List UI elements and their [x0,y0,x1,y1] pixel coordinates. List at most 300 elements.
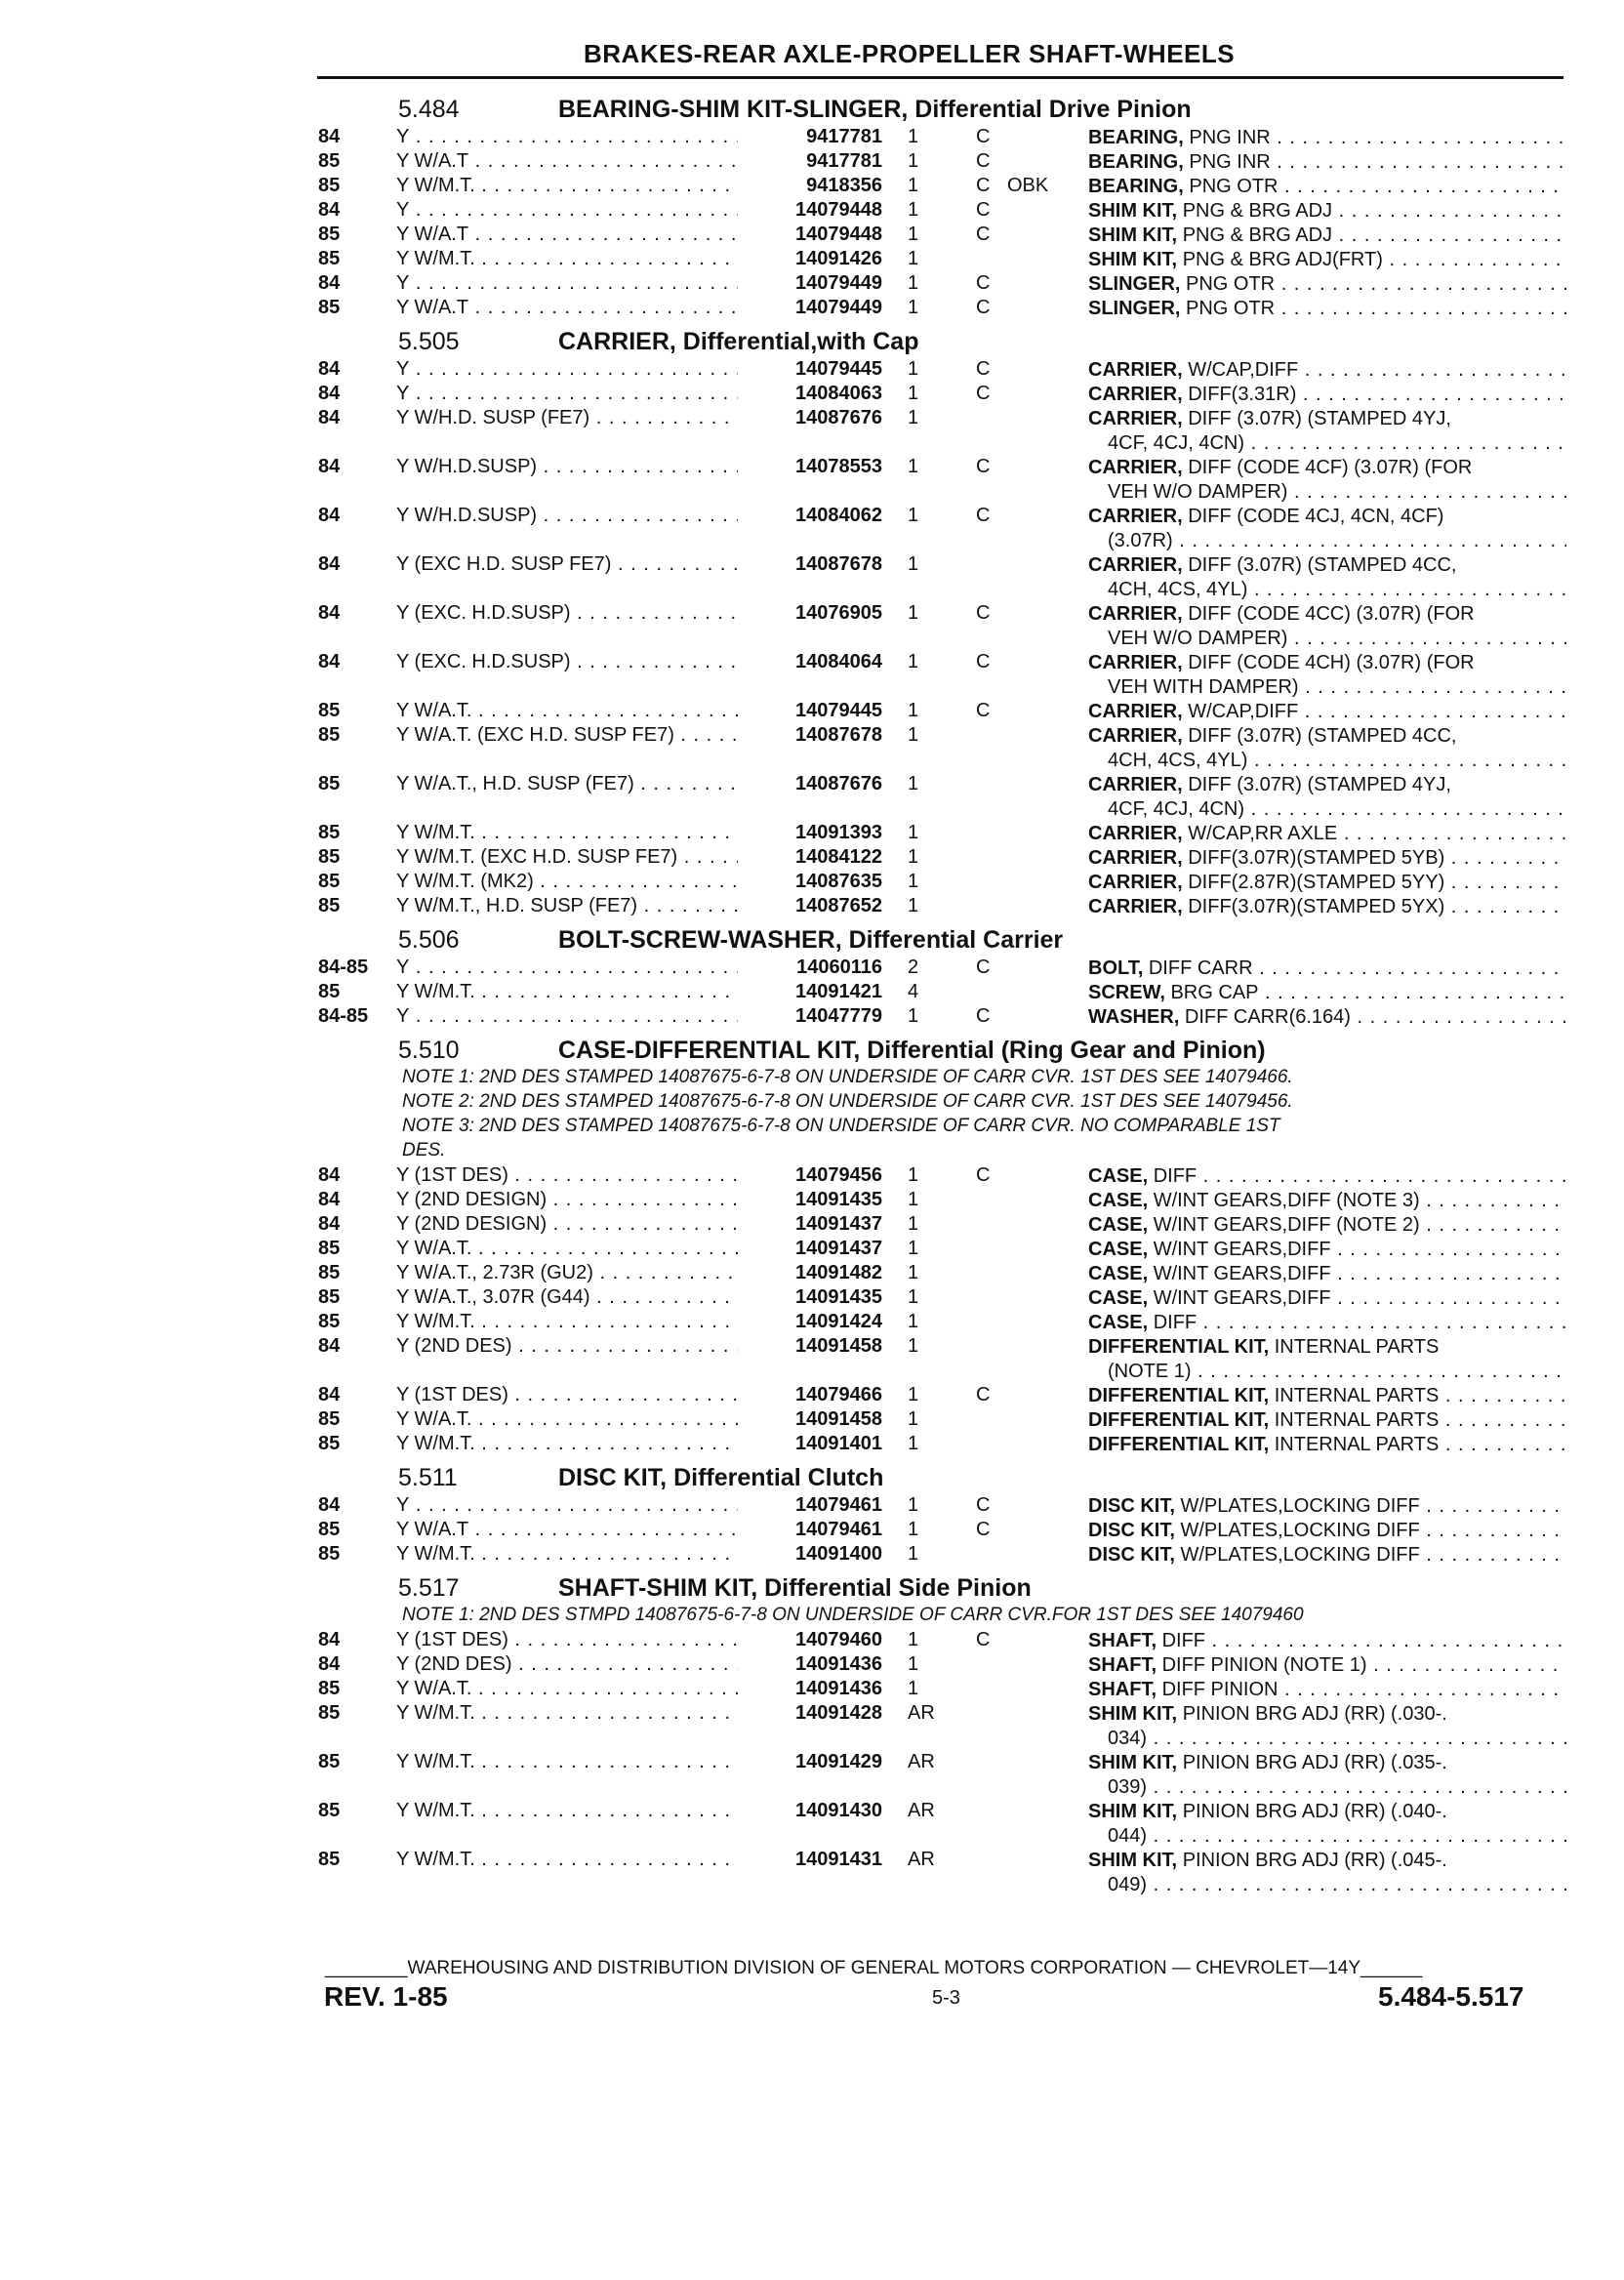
model-year: 84 [318,651,341,672]
part-number: 14087635 [795,871,882,892]
model-year: 84 [318,199,341,221]
part-description [1088,1678,1566,1702]
model-year: 85 [318,248,341,269]
part-number: 9417781 [806,150,882,172]
part-number: 14079466 [795,1384,882,1405]
catalog-section [0,92,1624,320]
part-number: 14087652 [795,895,882,916]
model-application: Y (1ST DES) . . . [396,1384,738,1406]
model-year: 85 [318,150,341,172]
part-detail-continued: 4CF, 4CJ, 4CN) . . . [1088,432,1566,454]
section-title: BOLT-SCREW-WASHER, Differential Carrier [558,926,1064,954]
part-detail: W/PLATES,LOCKING DIFF . . . [1180,1520,1566,1541]
model-application: Y W/H.D. SUSP (FE7) . . . [396,407,738,429]
part-detail: BRG CAP . . . [1170,982,1566,1003]
model-year: 85 [318,846,341,868]
model-application: Y W/A.T . . . [396,1519,738,1541]
part-number: 14091401 [795,1433,882,1454]
quantity: 1 [908,224,919,245]
quantity: 1 [908,150,919,172]
part-description [1088,248,1566,272]
part-description [1088,383,1566,407]
model-year: 84 [318,505,341,526]
part-number: 14091430 [795,1800,882,1821]
part-detail: DIFF (3.07R) (STAMPED 4YJ, [1188,408,1451,429]
parts-catalog [0,88,1624,1896]
part-number: 14079448 [795,199,882,221]
model-application: Y . . . [396,957,738,979]
model-application: Y W/A.T. . . . [396,1678,738,1700]
code-c: C [976,383,991,404]
part-detail-continued: 044) . . . [1088,1825,1566,1847]
part-number: 14087678 [795,553,882,575]
part-number: 14079461 [795,1519,882,1540]
part-number: 14087676 [795,773,882,794]
part-detail: DIFF (CODE 4CJ, 4CN, 4CF) [1188,506,1444,527]
part-number: 14091421 [795,981,882,1002]
part-number: 14047779 [795,1005,882,1027]
part-noun: BEARING, [1088,151,1184,173]
model-year: 85 [318,1286,341,1308]
part-row [0,125,1624,149]
section-heading [0,1460,1624,1493]
quantity: 1 [908,871,919,892]
model-application: Y (1ST DES) . . . [396,1164,738,1187]
footer-division-line: ________WAREHOUSING AND DISTRIBUTION DIVISION OF GENERAL MOTORS CORPORATION — CHEVROLET—14Y______ [325,1958,1423,1978]
part-row [0,821,1624,845]
part-noun: CASE, [1088,1190,1149,1211]
model-year: 84 [318,1384,341,1405]
model-application: Y (EXC. H.D.SUSP) . . . [396,602,738,625]
part-noun: CASE, [1088,1312,1149,1333]
part-detail: DIFF(2.87R)(STAMPED 5YY) . . . [1188,872,1566,893]
model-year: 84 [318,126,341,147]
quantity: 1 [908,1519,919,1540]
quantity: 1 [908,1189,919,1210]
part-description [1088,895,1566,919]
part-detail: PINION BRG ADJ (RR) (.040-. [1182,1801,1447,1822]
part-detail: DIFF PINION . . . [1162,1679,1566,1700]
part-noun: CARRIER, [1088,872,1183,893]
part-noun: CASE, [1088,1239,1149,1260]
part-description [1088,1005,1566,1030]
model-year: 84 [318,1189,341,1210]
part-noun: CARRIER, [1088,554,1183,576]
model-application: Y W/M.T. . . . [396,1702,738,1725]
part-detail: W/INT GEARS,DIFF . . . [1154,1263,1566,1284]
part-row [0,455,1624,504]
part-description [1088,1433,1566,1457]
part-description [1088,199,1566,224]
part-number: 14091437 [795,1238,882,1259]
part-detail-continued: 4CH, 4CS, 4YL) . . . [1088,750,1566,771]
part-noun: DIFFERENTIAL KIT, [1088,1385,1270,1406]
part-detail: W/INT GEARS,DIFF (NOTE 2) . . . [1154,1214,1566,1236]
quantity: 1 [908,1213,919,1235]
part-description [1088,1800,1566,1849]
part-detail-continued: VEH W/O DAMPER) . . . [1088,481,1566,503]
section-heading [0,1033,1624,1066]
part-detail: W/CAP,DIFF . . . [1188,359,1566,381]
model-year: 84 [318,602,341,624]
model-application: Y W/M.T. . . . [396,1800,738,1822]
part-detail: PNG OTR . . . [1186,298,1566,319]
quantity: 1 [908,1653,919,1675]
part-number: 14091458 [795,1335,882,1357]
part-description [1088,1653,1566,1678]
part-description [1088,1543,1566,1568]
part-row [0,1285,1624,1310]
part-noun: BOLT, [1088,957,1144,979]
part-detail: W/INT GEARS,DIFF . . . [1154,1239,1566,1260]
part-detail: W/PLATES,LOCKING DIFF . . . [1180,1544,1566,1566]
model-year: 84 [318,553,341,575]
model-application: Y W/M.T. . . . [396,981,738,1003]
model-application: Y W/A.T., H.D. SUSP (FE7) . . . [396,773,738,795]
part-detail: W/INT GEARS,DIFF (NOTE 3) . . . [1154,1190,1566,1211]
part-detail-continued: (NOTE 1) . . . [1088,1361,1566,1382]
part-detail: PNG OTR . . . [1189,176,1566,197]
part-description [1088,297,1566,321]
model-application: Y (EXC H.D. SUSP FE7) . . . [396,553,738,576]
part-number: 14060116 [796,957,882,978]
quantity: 1 [908,1629,919,1650]
part-noun: CASE, [1088,1214,1149,1236]
model-application: Y W/M.T. . . . [396,1849,738,1871]
part-row [0,198,1624,223]
model-year: 85 [318,1849,341,1870]
model-application: Y W/H.D.SUSP) . . . [396,505,738,527]
part-row [0,1701,1624,1750]
part-description [1088,602,1566,651]
part-row [0,1334,1624,1383]
catalog-section [0,1570,1624,1896]
section-number: 5.510 [398,1037,460,1064]
model-year: 85 [318,1702,341,1724]
quantity: 1 [908,1238,919,1259]
quantity: 1 [908,1311,919,1332]
part-noun: CARRIER, [1088,774,1183,795]
part-detail: W/PLATES,LOCKING DIFF . . . [1180,1495,1566,1517]
code-c: C [976,358,991,380]
part-noun: CARRIER, [1088,457,1183,478]
part-row [0,149,1624,174]
part-detail: INTERNAL PARTS [1274,1336,1440,1358]
model-year: 85 [318,1800,341,1821]
code-c: C [976,224,991,245]
part-row [0,1750,1624,1799]
part-number: 14091458 [795,1408,882,1430]
model-application: Y W/M.T. (EXC H.D. SUSP FE7) . . . [396,846,738,869]
part-description [1088,1408,1566,1433]
model-application: Y W/A.T. . . . [396,1408,738,1431]
part-detail: DIFF (CODE 4CH) (3.07R) (FOR [1188,652,1475,673]
part-noun: CASE, [1088,1165,1149,1187]
part-row [0,1188,1624,1212]
part-number: 14091393 [795,822,882,843]
catalog-section [0,922,1624,1029]
section-heading [0,92,1624,125]
note-text: NOTE 1: 2ND DES STAMPED 14087675-6-7-8 ON UNDERSIDE OF CARR CVR. 1ST DES SEE 14079466. [402,1067,1293,1087]
part-row [0,223,1624,247]
part-detail: W/INT GEARS,DIFF . . . [1154,1287,1566,1309]
part-number: 14076905 [795,602,882,624]
part-number: 9418356 [806,175,882,196]
part-row [0,1677,1624,1701]
part-noun: SLINGER, [1088,273,1181,295]
quantity: 1 [908,1286,919,1308]
part-number: 14079449 [795,272,882,294]
part-detail: PINION BRG ADJ (RR) (.035-. [1182,1752,1447,1773]
part-noun: SHIM KIT, [1088,1703,1178,1725]
part-row [0,723,1624,772]
part-detail: DIFF . . . [1154,1165,1566,1187]
model-year: 85 [318,224,341,245]
part-row [0,772,1624,821]
part-detail: DIFF (3.07R) (STAMPED 4CC, [1188,725,1457,747]
part-row [0,956,1624,980]
code-c: C [976,957,991,978]
model-application: Y W/A.T . . . [396,297,738,319]
part-noun: CARRIER, [1088,384,1183,405]
part-noun: SHIM KIT, [1088,1801,1178,1822]
part-row [0,1383,1624,1407]
part-row [0,1212,1624,1237]
quantity: 1 [908,651,919,672]
part-detail-continued: (3.07R) . . . [1088,530,1566,551]
quantity: 1 [908,1494,919,1516]
part-description [1088,224,1566,248]
part-noun: SHIM KIT, [1088,1850,1178,1871]
part-number: 14079456 [795,1164,882,1186]
note-text: DES. [402,1140,446,1160]
quantity: 1 [908,724,919,746]
section-note [0,1604,1624,1628]
part-row [0,296,1624,320]
model-application: Y W/H.D.SUSP) . . . [396,456,738,478]
part-row [0,699,1624,723]
part-description [1088,871,1566,895]
part-noun: BEARING, [1088,176,1184,197]
part-noun: DIFFERENTIAL KIT, [1088,1409,1270,1431]
part-detail: DIFF(3.07R)(STAMPED 5YX) . . . [1188,896,1566,917]
part-row [0,1628,1624,1652]
part-row [0,894,1624,918]
code-c: C [976,175,991,196]
part-row [0,1432,1624,1456]
note-text: NOTE 2: 2ND DES STAMPED 14087675-6-7-8 ON UNDERSIDE OF CARR CVR. 1ST DES SEE 14079456. [402,1091,1293,1112]
section-heading [0,324,1624,357]
part-description [1088,1629,1566,1653]
model-year: 85 [318,871,341,892]
part-row [0,1407,1624,1432]
part-description [1088,1238,1566,1262]
part-number: 14084063 [795,383,882,404]
page-header: BRAKES-REAR AXLE-PROPELLER SHAFT-WHEELS [584,39,1236,68]
code-c: C [976,1494,991,1516]
part-detail-continued: 4CF, 4CJ, 4CN) . . . [1088,798,1566,820]
part-description [1088,1494,1566,1519]
model-year: 84 [318,407,341,428]
quantity: 1 [908,248,919,269]
quantity: 1 [908,1262,919,1283]
part-description [1088,773,1566,822]
model-application: Y W/M.T. (MK2) . . . [396,871,738,893]
model-year: 85 [318,822,341,843]
quantity: 1 [908,456,919,477]
section-range: 5.484-5.517 [1378,1981,1524,2012]
model-year: 84 [318,1213,341,1235]
part-detail: PINION BRG ADJ (RR) (.045-. [1182,1850,1447,1871]
part-row [0,1518,1624,1542]
model-year: 85 [318,1751,341,1772]
model-application: Y (2ND DES) . . . [396,1653,738,1676]
part-noun: CARRIER, [1088,506,1183,527]
catalog-section [0,324,1624,918]
part-detail: INTERNAL PARTS . . . [1275,1434,1566,1455]
part-row [0,1004,1624,1029]
model-year: 85 [318,1678,341,1699]
code-c: C [976,297,991,318]
quantity: 1 [908,407,919,428]
part-description [1088,1311,1566,1335]
quantity: AR [908,1702,935,1724]
part-number: 14091400 [795,1543,882,1565]
part-row [0,1493,1624,1518]
model-year: 85 [318,1262,341,1283]
part-detail: DIFF . . . [1162,1630,1566,1651]
part-noun: SHAFT, [1088,1679,1157,1700]
part-number: 14079445 [795,358,882,380]
part-number: 14091482 [795,1262,882,1283]
part-detail: PNG INR . . . [1189,151,1566,173]
model-year: 84 [318,1653,341,1675]
part-noun: SHAFT, [1088,1630,1157,1651]
part-description [1088,126,1566,150]
part-detail: PINION BRG ADJ (RR) (.030-. [1182,1703,1447,1725]
part-number: 14087678 [795,724,882,746]
quantity: 1 [908,1164,919,1186]
part-row [0,552,1624,601]
part-description [1088,1164,1566,1189]
part-noun: CARRIER, [1088,701,1183,722]
model-year: 84 [318,1335,341,1357]
part-description [1088,272,1566,297]
model-application: Y (2ND DESIGN) . . . [396,1189,738,1211]
part-number: 14079448 [795,224,882,245]
model-year: 85 [318,1311,341,1332]
part-detail-continued: VEH W/O DAMPER) . . . [1088,628,1566,649]
model-application: Y W/M.T. . . . [396,248,738,270]
model-year: 85 [318,773,341,794]
code-c: C [976,126,991,147]
model-application: Y . . . [396,1494,738,1517]
model-application: Y W/A.T. . . . [396,700,738,722]
quantity: 2 [908,957,919,978]
section-number: 5.506 [398,926,460,954]
part-number: 14079461 [795,1494,882,1516]
part-row [0,406,1624,455]
quantity: 1 [908,1543,919,1565]
model-year: 85 [318,1408,341,1430]
model-year: 84 [318,1629,341,1650]
part-number: 14091435 [795,1189,882,1210]
model-application: Y W/M.T. . . . [396,1543,738,1566]
model-year: 84-85 [318,1005,369,1027]
part-noun: CARRIER, [1088,823,1183,844]
part-row [0,1310,1624,1334]
part-number: 14091424 [795,1311,882,1332]
model-application: Y . . . [396,358,738,381]
part-description [1088,700,1566,724]
catalog-section [0,1460,1624,1567]
section-note [0,1139,1624,1163]
quantity: 1 [908,822,919,843]
part-row [0,601,1624,650]
section-number: 5.484 [398,96,460,123]
part-description [1088,456,1566,505]
part-number: 14091431 [795,1849,882,1870]
part-noun: DISC KIT, [1088,1520,1175,1541]
obsolete-flag: OBK [1007,175,1049,196]
section-note [0,1115,1624,1139]
section-note [0,1066,1624,1090]
section-number: 5.517 [398,1574,460,1602]
part-noun: CARRIER, [1088,359,1183,381]
model-year: 84-85 [318,957,369,978]
part-number: 9417781 [806,126,882,147]
quantity: 1 [908,846,919,868]
section-title: CASE-DIFFERENTIAL KIT, Differential (Ring Gear and Pinion) [558,1037,1266,1064]
part-detail: W/CAP,RR AXLE . . . [1188,823,1566,844]
page-number: 5-3 [932,1987,960,2009]
part-description [1088,1189,1566,1213]
code-c: C [976,456,991,477]
part-detail: DIFF (3.07R) (STAMPED 4YJ, [1188,774,1451,795]
quantity: 4 [908,981,919,1002]
part-row [0,870,1624,894]
part-number: 14091429 [795,1751,882,1772]
part-noun: CASE, [1088,1263,1149,1284]
part-noun: CASE, [1088,1287,1149,1309]
code-c: C [976,1164,991,1186]
part-description [1088,407,1566,456]
model-application: Y W/A.T. (EXC H.D. SUSP FE7) . . . [396,724,738,747]
quantity: 1 [908,1384,919,1405]
model-application: Y W/A.T., 3.07R (G44) . . . [396,1286,738,1309]
part-description [1088,651,1566,700]
part-noun: SHIM KIT, [1088,224,1178,246]
part-detail-continued: 049) . . . [1088,1874,1566,1895]
part-number: 14079449 [795,297,882,318]
model-application: Y W/A.T . . . [396,150,738,173]
model-year: 85 [318,297,341,318]
part-noun: DISC KIT, [1088,1544,1175,1566]
quantity: 1 [908,700,919,721]
quantity: AR [908,1751,935,1772]
code-c: C [976,651,991,672]
part-row [0,1542,1624,1567]
model-year: 85 [318,1238,341,1259]
part-noun: SCREW, [1088,982,1165,1003]
code-c: C [976,1005,991,1027]
part-row [0,845,1624,870]
part-description [1088,724,1566,773]
model-application: Y W/M.T. . . . [396,1433,738,1455]
part-noun: SHAFT, [1088,1654,1157,1676]
part-detail: DIFF(3.31R) . . . [1188,384,1566,405]
section-note [0,1090,1624,1115]
